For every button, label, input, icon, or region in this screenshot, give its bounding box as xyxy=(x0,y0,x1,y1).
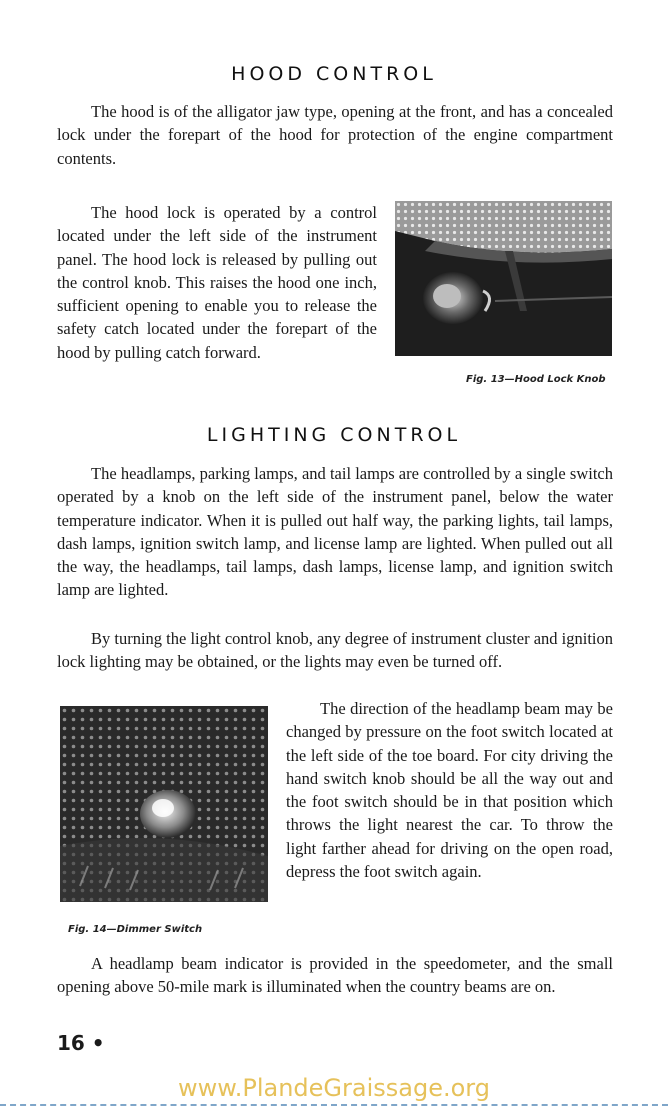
lighting-paragraph-4: A headlamp beam indicator is provided in the speedometer, and the small opening above 50-mile mark is illuminated when the country beams are on. xyxy=(57,954,613,997)
lighting-paragraph-1: The headlamps, parking lamps, and tail lamps are controlled by a single switch operated by a knob on the left side of the instrument panel, below the water temperature indicator. When it is pulled out half way, the parking lights, tail lamps, dash lamps, ignition switch lamp, and license lamp are lighted. When pulled out all the way, the headlamps, tail lamps, dash lamps, license lamp, and ignition switch lamp are lighted. xyxy=(57,464,613,600)
dimmer-figure-caption: Fig. 14—Dimmer Switch xyxy=(68,924,203,935)
dimmer-switch-photo xyxy=(60,706,268,902)
watermark-link[interactable]: www.PlandeGraissage.org xyxy=(178,1074,490,1102)
page-number: 16 • xyxy=(57,1031,105,1055)
hood-control-heading: HOOD CONTROL xyxy=(231,63,437,85)
lighting-paragraph-2: By turning the light control knob, any degree of instrument cluster and ignition lock lighting may be obtained, or the lights may even be turned off. xyxy=(57,629,613,672)
lighting-paragraph-3: The direction of the headlamp beam may be changed by pressure on the foot switch located at the left side of the toe board. For city driving the hand switch knob should be all the way out and the foot switch should be in that position which throws the light nearest the car. To throw the light farther ahead for driving on the open road, depress the foot switch again. xyxy=(286,699,613,882)
hood-paragraph-1: The hood is of the alligator jaw type, opening at the front, and has a concealed lock under the forepart of the hood for protection of the engine compartment contents. xyxy=(57,102,613,168)
hood-paragraph-2: The hood lock is operated by a control located under the left side of the instrument panel. The hood lock is released by pulling out the control knob. This raises the hood one inch, sufficient opening to enable you to release the safety catch located under the forepart of the hood by pulling catch forward. xyxy=(57,203,377,362)
hood-figure-caption: Fig. 13—Hood Lock Knob xyxy=(466,374,606,385)
lighting-control-heading: LIGHTING CONTROL xyxy=(206,424,462,446)
bottom-divider xyxy=(0,1104,668,1106)
hood-lock-knob-photo xyxy=(395,201,612,356)
